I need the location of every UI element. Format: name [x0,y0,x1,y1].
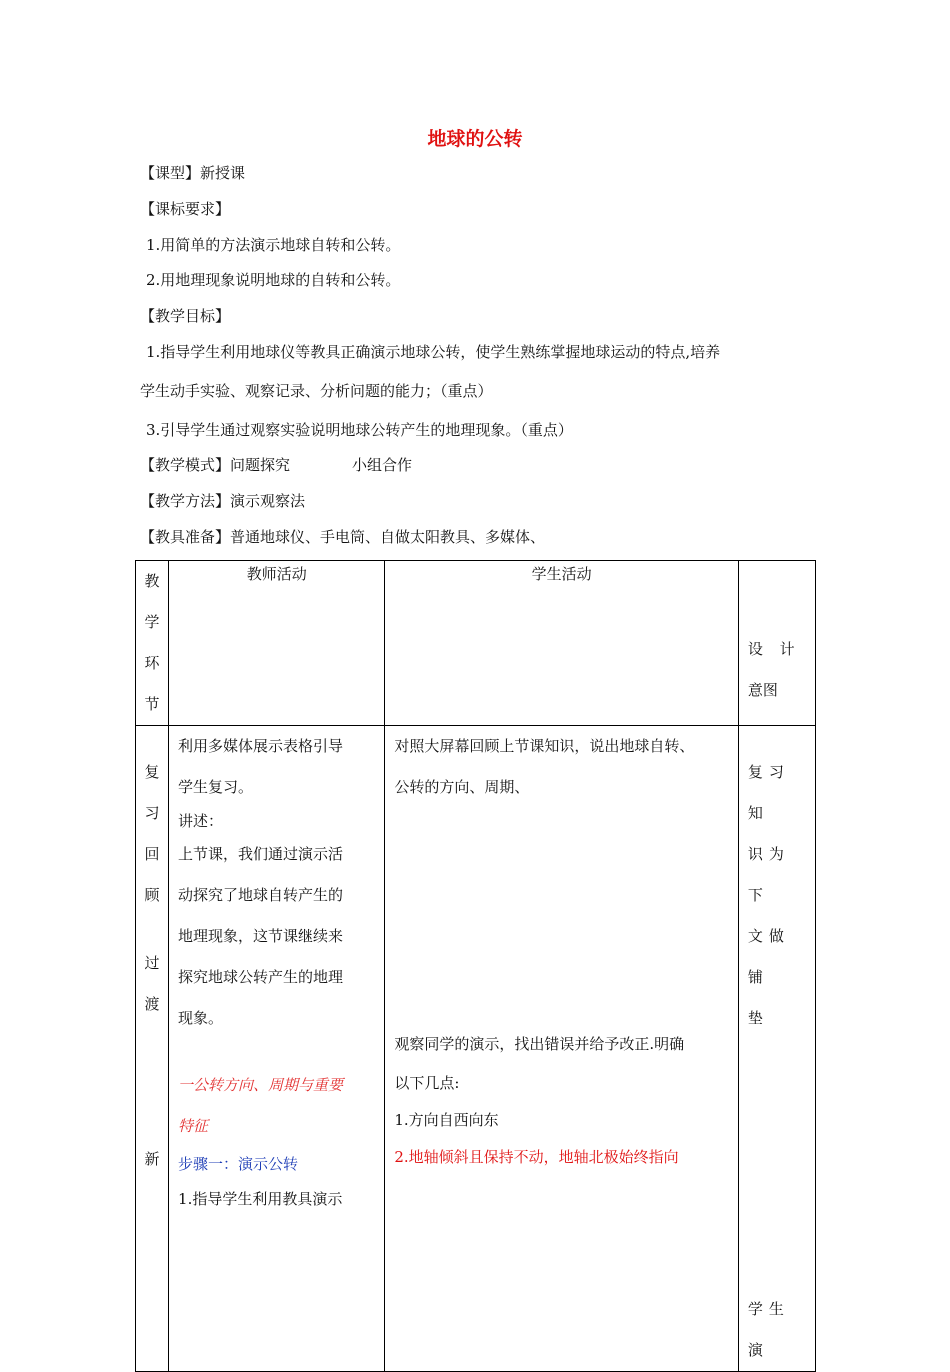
goal-1-line-1: 1.指导学生利用地球仪等教具正确演示地球公转，使学生熟练掌握地球运动的特点,培养 [146,343,721,361]
teacher-line: 1.指导学生利用教具演示 [178,1190,343,1208]
teacher-line: 学生复习。 [178,778,254,796]
design-intent-cell [738,726,815,1372]
teacher-line: 地理现象，这节课继续来 [178,927,344,945]
curriculum-item-1: 1.用简单的方法演示地球自转和公转。 [146,236,401,254]
stage-header-char: 学 [144,613,160,631]
design-header-line: 设 计 [747,640,801,658]
stage-char: 回 [144,845,160,863]
table-header-row [136,561,816,726]
design-line: 学生演 [747,1300,790,1359]
goal-1 [140,342,812,401]
student-line: 2.地轴倾斜且保持不动，地轴北极始终指向 [394,1148,679,1166]
student-line: 以下几点: [394,1074,460,1092]
teacher-line: 探究地球公转产生的地理 [178,968,344,986]
section-heading: 一公转方向、周期与重要 [178,1076,344,1094]
stage-cell [136,726,169,1372]
lesson-type: 【课型】新授课 [140,164,246,182]
teaching-method: 【教学方法】演示观察法 [140,492,306,510]
teacher-line: 利用多媒体展示表格引导 [178,737,344,755]
student-line: 公转的方向、周期、 [394,778,530,796]
step-heading: 步骤一：演示公转 [178,1155,299,1173]
teacher-line: 动探究了地球自转产生的 [178,886,344,904]
stage-header-char: 教 [144,572,160,590]
table-row [136,726,816,1372]
goals-heading: 【教学目标】 [140,307,231,325]
design-header-line: 意图 [747,681,778,699]
teaching-mode [140,455,412,475]
stage-char: 顾 [144,886,160,904]
stage-header-char: 节 [144,695,160,713]
stage-char: 渡 [144,995,160,1013]
design-line: 复习知 [747,763,790,822]
teacher-activity-header: 教师活动 [169,561,385,726]
teacher-line: 讲述： [178,812,224,830]
stage-char: 复 [144,763,160,781]
design-line: 文做铺 [747,927,790,986]
lesson-plan-table [135,560,816,1372]
stage-char: 过 [144,954,160,972]
teaching-tools: 【教具准备】普通地球仪、手电筒、自做太阳教具、多媒体、 [140,528,546,546]
design-line: 识为下 [747,845,790,904]
page-title: 地球的公转 [427,128,523,150]
goal-3: 3.引导学生通过观察实验说明地球公转产生的地理现象。（重点） [146,421,573,439]
stage-header-char: 环 [144,654,160,672]
stage-char: 习 [144,804,160,822]
curriculum-heading: 【课标要求】 [140,200,231,218]
design-line: 垫 [747,1009,769,1027]
curriculum-item-2: 2.用地理现象说明地球的自转和公转。 [146,271,401,289]
section-heading-cont: 特征 [178,1117,209,1135]
teaching-mode-label: 【教学模式】问题探究 [140,456,291,474]
student-line: 对照大屏幕回顾上节课知识，说出地球自转、 [394,737,695,755]
teacher-line: 现象。 [178,1009,224,1027]
student-activity-header: 学生活动 [385,561,739,726]
design-intent-header [738,561,815,726]
teaching-mode-extra: 小组合作 [352,456,413,474]
teacher-line: 上节课，我们通过演示活 [178,845,344,863]
student-line: 观察同学的演示，找出错误并给予改正.明确 [394,1035,685,1053]
stage-char: 新 [144,1150,160,1168]
student-activity-cell [385,726,739,1372]
goal-1-line-2: 学生动手实验、观察记录、分析问题的能力；（重点） [140,382,493,400]
teacher-activity-cell [169,726,385,1372]
stage-header [136,561,169,726]
student-line: 1.方向自西向东 [394,1111,499,1129]
